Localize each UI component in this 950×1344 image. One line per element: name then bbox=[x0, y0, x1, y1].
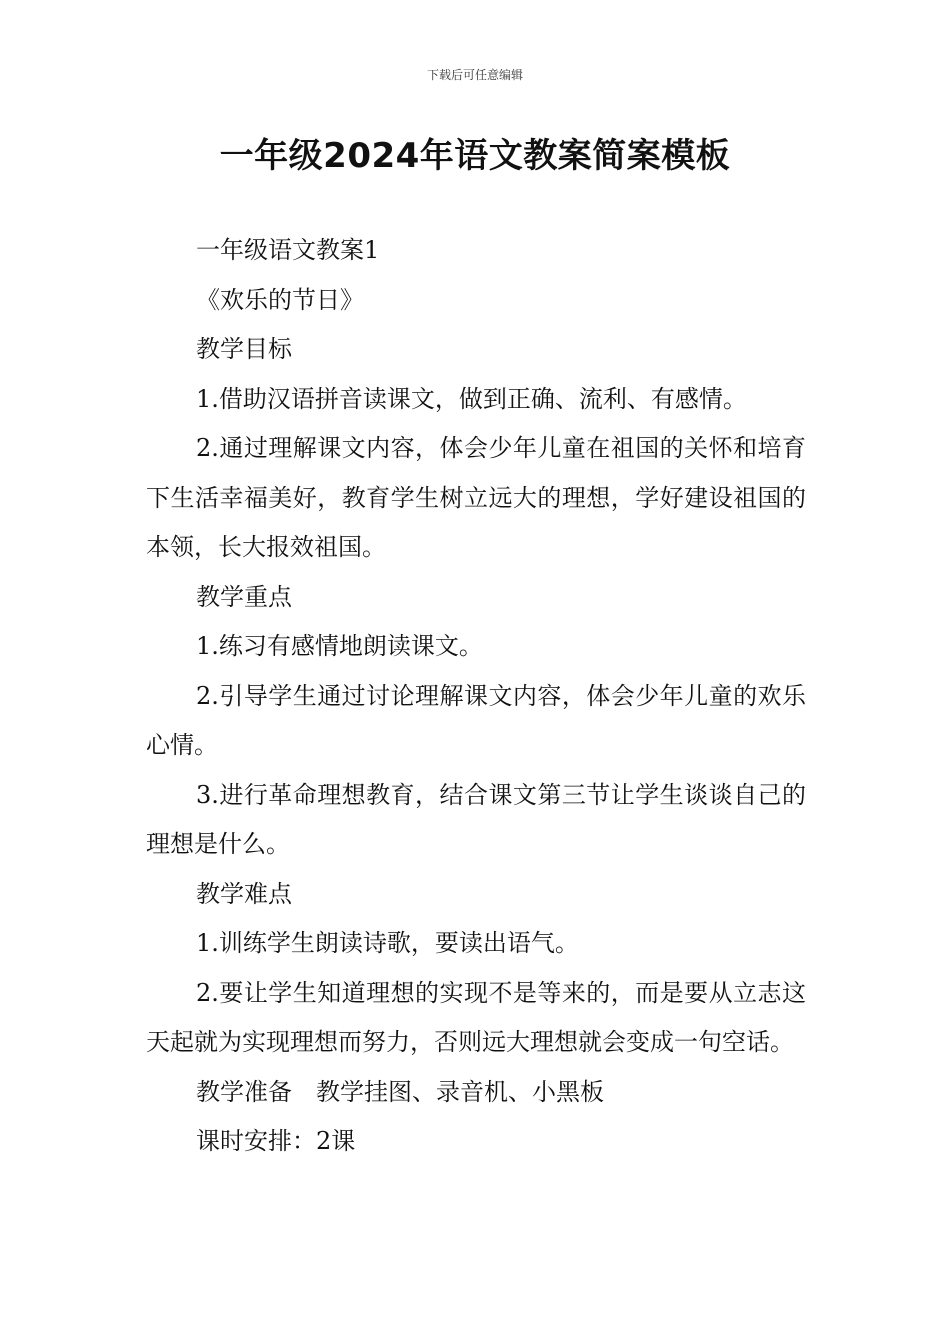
objective-item-2: 2.通过理解课文内容，体会少年儿童在祖国的关怀和培育下生活幸福美好，教育学生树立远大的理想，学好建设祖国的本领，长大报效祖国。 bbox=[146, 434, 806, 561]
objective-item-1: 1.借助汉语拼音读课文，做到正确、流利、有感情。 bbox=[196, 384, 747, 413]
key-point-item-3: 3.进行革命理想教育，结合课文第三节让学生谈谈自己的理想是什么。 bbox=[146, 780, 806, 858]
document-title: 一年级2024年语文教案简案模板 bbox=[219, 136, 731, 176]
section-heading-key-points: 教学重点 bbox=[196, 582, 292, 611]
preparation-value: 教学挂图、录音机、小黑板 bbox=[316, 1077, 604, 1106]
lesson-heading: 一年级语文教案1 bbox=[196, 236, 380, 264]
difficulty-item-1: 1.训练学生朗读诗歌，要读出语气。 bbox=[196, 929, 579, 957]
section-heading-difficulties: 教学难点 bbox=[196, 879, 292, 908]
preparation-label: 教学准备 bbox=[196, 1077, 292, 1106]
preparation-line bbox=[146, 1068, 806, 1118]
section-heading-objectives: 教学目标 bbox=[196, 335, 292, 363]
lesson-title: 《欢乐的节日》 bbox=[196, 285, 364, 314]
key-point-item-2: 2.引导学生通过讨论理解课文内容，体会少年儿童的欢乐心情。 bbox=[146, 681, 806, 759]
difficulty-item-2: 2.要让学生知道理想的实现不是等来的，而是要从立志这天起就为实现理想而努力，否则远大理想就会变成一句空话。 bbox=[146, 978, 806, 1056]
document-body bbox=[146, 226, 806, 1167]
schedule-line: 课时安排：2课 bbox=[196, 1127, 356, 1155]
key-point-item-1: 1.练习有感情地朗读课文。 bbox=[196, 632, 483, 660]
header-note: 下载后可任意编辑 bbox=[426, 68, 523, 82]
